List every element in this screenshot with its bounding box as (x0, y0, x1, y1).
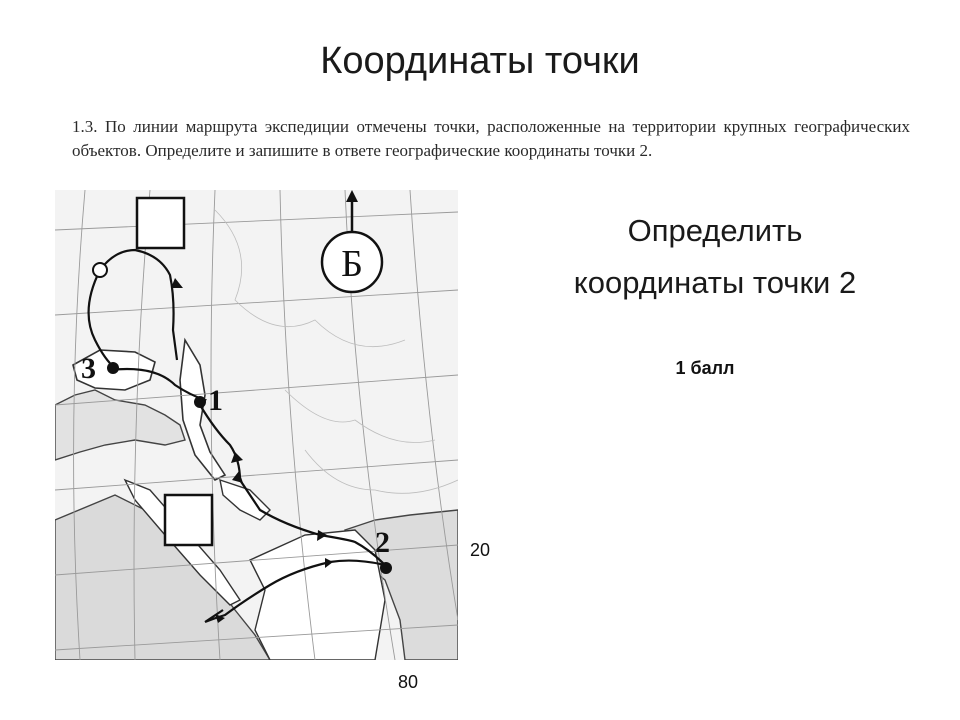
points-label: 1 балл (675, 358, 735, 378)
answer-box-middle (165, 495, 212, 545)
arabian-sea (250, 530, 385, 660)
heading-line-2: координаты точки 2 (573, 265, 857, 300)
task-text: 1.3. По линии маршрута экспедиции отмечены точки, расположенные на территории крупных географических объектов. Определите и запишите в ответе географические координаты точки 2. (72, 117, 910, 160)
point-1-label: 1 (208, 384, 223, 417)
latitude-label: 20 (470, 540, 491, 560)
point-1-marker (194, 396, 206, 408)
task-heading (505, 205, 925, 309)
direction-arrowhead (346, 190, 358, 202)
answer-box-top (137, 198, 184, 248)
heading-line-1: Определить (627, 213, 803, 248)
route-map (55, 190, 458, 660)
point-2-marker (380, 562, 392, 574)
longitude-label: 80 (398, 672, 419, 692)
point-3-label: 3 (81, 352, 96, 385)
start-point (93, 263, 107, 277)
route-north (100, 250, 177, 360)
point-2-label: 2 (375, 526, 390, 559)
slide-title: Координаты точки (320, 40, 640, 82)
direction-label: Б (341, 243, 363, 285)
point-3-marker (107, 362, 119, 374)
map-drawing (55, 190, 458, 660)
